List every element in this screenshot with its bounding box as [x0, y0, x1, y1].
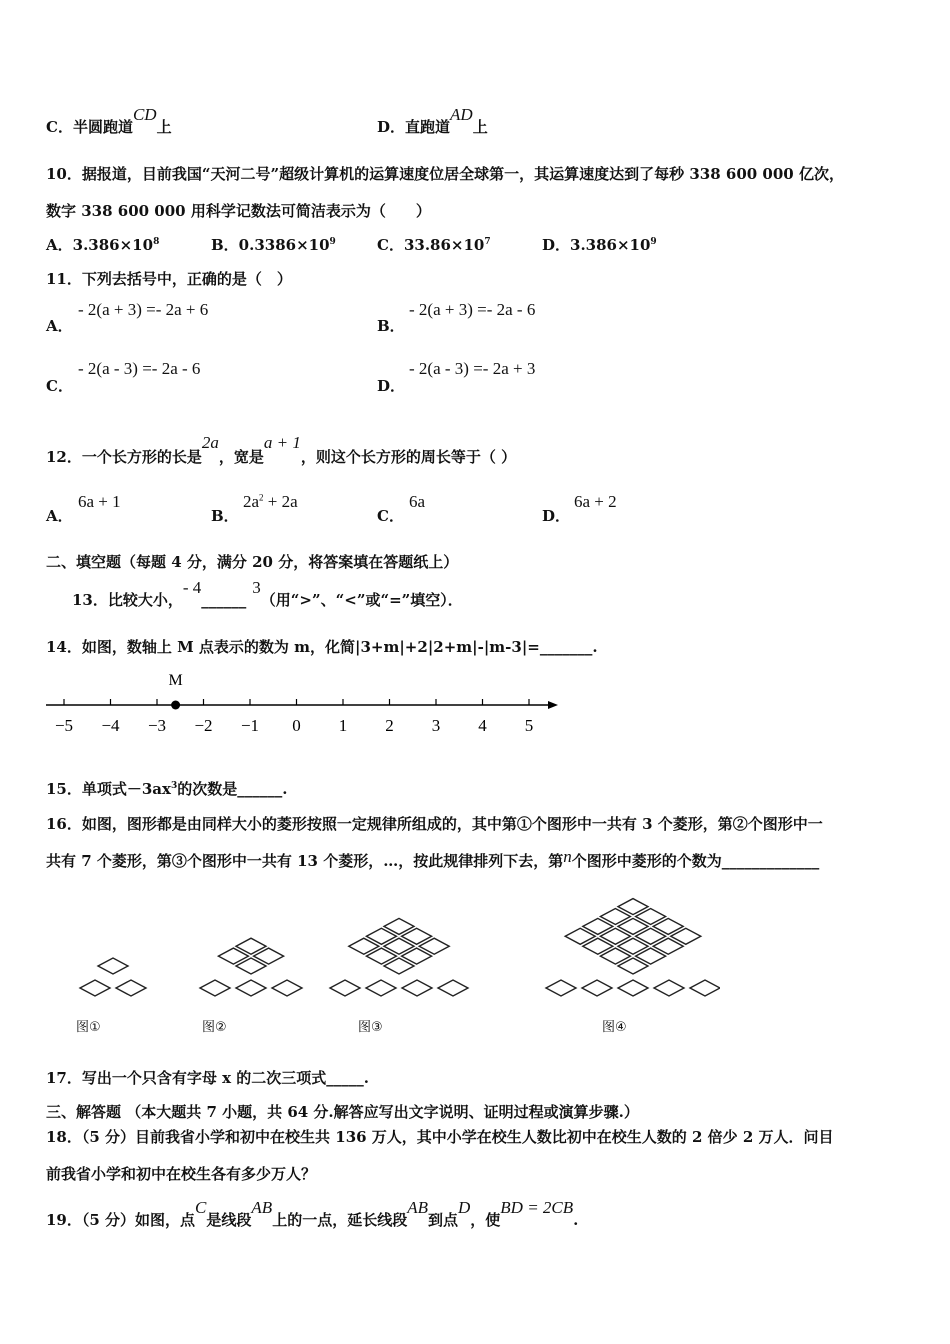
point-m [171, 701, 180, 710]
q10-option-c: C．$33.86\times 10^7$ [377, 236, 491, 254]
tick-label: −5 [54, 716, 74, 735]
q12-option-b-label: B． [211, 507, 239, 525]
q12-option-d-expr: 6a + 2 [574, 492, 617, 511]
rhombus-fig3 [402, 980, 432, 996]
number-line-figure [40, 668, 570, 748]
number-line [40, 668, 570, 748]
q15-text: 15．单项式$-3ax^3$的次数是______. [46, 780, 288, 798]
rhombus-pattern [40, 880, 720, 1005]
q11-option-d-expr: - 2(a - 3) =- 2a + 3 [409, 359, 536, 378]
q12-option-c-label: C． [377, 507, 404, 525]
q11-option-d-label: D． [377, 377, 406, 395]
q12-option-b-expr: $2a^2 + 2a$ [243, 492, 298, 511]
q11-option-c-expr: - 2(a - 3) =- 2a - 6 [78, 359, 201, 378]
rhombus-fig4 [654, 980, 684, 996]
tick-label: −3 [147, 716, 167, 735]
q10-option-a: A．$3.386\times 10^8$ [46, 236, 160, 254]
rhombus-fig1 [116, 980, 146, 996]
figure-caption-1: 图① [76, 1020, 101, 1035]
rhombus-fig4 [618, 980, 648, 996]
q12-option-a-label: A． [46, 507, 73, 525]
rhombus-fig2 [200, 980, 230, 996]
axis-arrow [548, 701, 558, 709]
rhombus-fig4 [690, 980, 720, 996]
rhombus-fig4 [582, 980, 612, 996]
q10-line2: 数字 338 600 000 用科学记数法可简洁表示为（ ） [46, 202, 431, 220]
rhombus-fig4 [546, 980, 576, 996]
figure-caption-4: 图④ [602, 1020, 627, 1035]
figure-caption-3: 图③ [358, 1020, 383, 1035]
q11-stem: 11．下列去括号中，正确的是（ ） [46, 270, 292, 288]
tick-label: −2 [194, 716, 213, 735]
q12-option-c-expr: 6a [409, 492, 426, 511]
figure-caption-2: 图② [202, 1020, 227, 1035]
q12-option-d-label: D． [542, 507, 571, 525]
tick-label: −4 [101, 716, 120, 735]
q12-stem: 12．一个长方形的长是2a，宽是a + 1，则这个长方形的周长等于（ ） [46, 433, 517, 466]
q10-option-b: B．$0.3386\times 10^9$ [211, 236, 336, 254]
rhombus-fig1 [98, 958, 128, 974]
q9-d-math: AD [450, 105, 473, 124]
tick-label: 0 [292, 716, 301, 735]
q11-option-b-label: B． [377, 317, 405, 335]
q11-option-a-label: A． [46, 317, 73, 335]
tick-label: 1 [338, 716, 348, 735]
q9-c-math: CD [132, 105, 157, 124]
tick-label: 3 [431, 716, 441, 735]
rhombus-fig1 [80, 980, 110, 996]
q10-option-d: D．$3.386\times 10^9$ [542, 236, 657, 254]
rhombus-fig2 [272, 980, 302, 996]
q16-line1: 16．如图，图形都是由同样大小的菱形按照一定规律所组成的，其中第①个图形中一共有 3 个菱形，第②个图形中一 [46, 815, 823, 833]
q19-text: 19．（5 分）如图，点C是线段AB上的一点，延长线段AB到点D，使BD = 2CB. [46, 1198, 579, 1229]
rhombus-fig2 [236, 980, 266, 996]
q18-line2: 前我省小学和初中在校生各有多少万人？ [46, 1165, 317, 1183]
tick-label: −1 [240, 716, 260, 735]
tick-label: 4 [478, 716, 487, 735]
tick-label: 5 [524, 716, 534, 735]
q17-text: 17．写出一个只含有字母 x 的二次三项式_____. [46, 1069, 369, 1087]
rhombus-fig3 [366, 980, 396, 996]
q11-option-a-expr: - 2(a + 3) =- 2a + 6 [78, 300, 209, 319]
tick-label: 2 [385, 716, 394, 735]
section3-heading: 三、解答题 （本大题共 7 小题，共 64 分.解答应写出文字说明、证明过程或演算步骤.） [46, 1103, 639, 1121]
rhombus-fig3 [438, 980, 468, 996]
q11-option-b-expr: - 2(a + 3) =- 2a - 6 [409, 300, 536, 319]
q13-stem: 13．比较大小，- 4______3（用“>”、“<”或“=”填空）． [72, 578, 463, 609]
rhombus-fig3 [330, 980, 360, 996]
section2-heading: 二、填空题（每题 4 分，满分 20 分，将答案填在答题纸上） [46, 553, 459, 571]
q14-text: 14．如图，数轴上 M 点表示的数为 m，化简|3+m|+2|2+m|-|m-3|=_______. [46, 638, 598, 656]
q10-line1: 10．据报道，目前我国“天河二号”超级计算机的运算速度位居全球第一，其运算速度达到了每秒 338 600 000 亿次， [46, 165, 844, 183]
rhombus-figures [40, 880, 720, 1005]
q16-line2: 共有 7 个菱形，第③个图形中一共有 13 个菱形，…，按此规律排列下去，第n个图形中菱形的个数为_____________ [46, 847, 820, 870]
point-m-label: M [168, 672, 183, 689]
q12-option-a-expr: 6a + 1 [78, 492, 121, 511]
q11-option-c-label: C． [46, 377, 73, 395]
q9-option-c: C．半圆跑道CD上 [46, 105, 172, 136]
q9-option-d: D．直跑道AD上 [377, 105, 488, 136]
q18-line1: 18．（5 分）目前我省小学和初中在校生共 136 万人，其中小学在校生人数比初中在校生人数的 2 倍少 2 万人．问目 [46, 1128, 834, 1146]
